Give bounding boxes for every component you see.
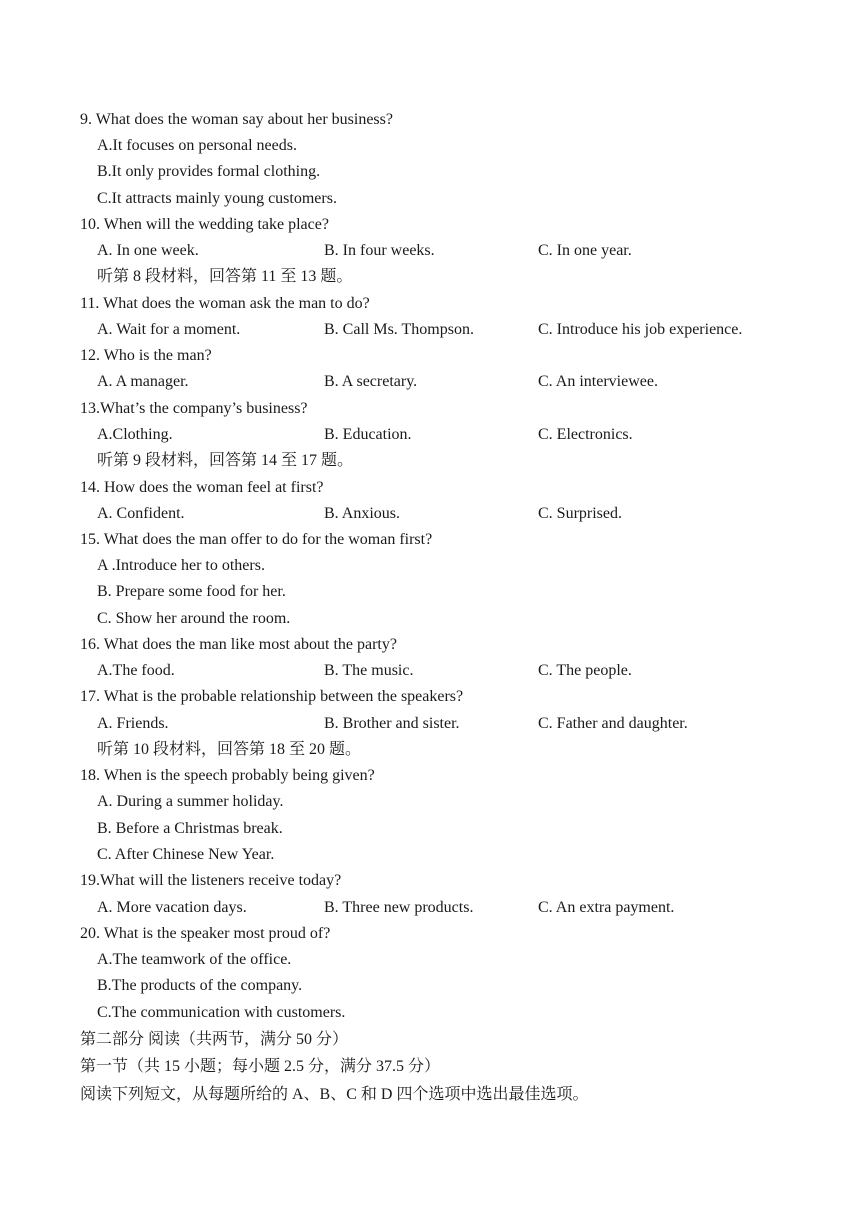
q13-option-b: B. Education.	[324, 426, 412, 443]
q16-option-b: B. The music.	[324, 662, 414, 679]
q9-option-c: C.It attracts mainly young customers.	[97, 190, 337, 207]
section-note-8: 听第 8 段材料，回答第 11 至 13 题。	[97, 268, 353, 285]
q20-option-c: C.The communication with customers.	[97, 1004, 346, 1021]
q18-option-a: A. During a summer holiday.	[97, 793, 284, 810]
q15-option-a: A .Introduce her to others.	[97, 557, 265, 574]
question-9: 9. What does the woman say about her business?	[80, 111, 393, 128]
q9-option-b: B.It only provides formal clothing.	[97, 163, 321, 180]
q20-option-a: A.The teamwork of the office.	[97, 951, 292, 968]
question-11: 11. What does the woman ask the man to do?	[80, 295, 370, 312]
q15-option-b: B. Prepare some food for her.	[97, 583, 286, 600]
question-10: 10. When will the wedding take place?	[80, 216, 329, 233]
q10-option-c: C. In one year.	[538, 242, 632, 259]
q14-option-a: A. Confident.	[97, 505, 185, 522]
reading-instruction: 阅读下列短文，从每题所给的 A、B、C 和 D 四个选项中选出最佳选项。	[80, 1086, 589, 1103]
q15-option-c: C. Show her around the room.	[97, 610, 291, 627]
q20-option-b: B.The products of the company.	[97, 977, 303, 994]
question-17: 17. What is the probable relationship between the speakers?	[80, 688, 464, 705]
q13-option-a: A.Clothing.	[97, 426, 173, 443]
question-20: 20. What is the speaker most proud of?	[80, 925, 331, 942]
q9-option-a: A.It focuses on personal needs.	[97, 137, 297, 154]
q14-option-c: C. Surprised.	[538, 505, 622, 522]
q19-option-b: B. Three new products.	[324, 899, 474, 916]
question-19: 19.What will the listeners receive today?	[80, 872, 342, 889]
q17-option-b: B. Brother and sister.	[324, 715, 460, 732]
q10-option-a: A. In one week.	[97, 242, 199, 259]
part-two-heading: 第二部分 阅读（共两节，满分 50 分）	[80, 1031, 349, 1048]
q10-option-b: B. In four weeks.	[324, 242, 435, 259]
q19-option-c: C. An extra payment.	[538, 899, 675, 916]
q16-option-a: A.The food.	[97, 662, 175, 679]
question-18: 18. When is the speech probably being given?	[80, 767, 375, 784]
q11-option-a: A. Wait for a moment.	[97, 321, 241, 338]
section-note-10: 听第 10 段材料，回答第 18 至 20 题。	[97, 741, 362, 758]
q16-option-c: C. The people.	[538, 662, 632, 679]
q12-option-c: C. An interviewee.	[538, 373, 658, 390]
q12-option-b: B. A secretary.	[324, 373, 418, 390]
q12-option-a: A. A manager.	[97, 373, 189, 390]
q18-option-b: B. Before a Christmas break.	[97, 820, 283, 837]
q11-option-b: B. Call Ms. Thompson.	[324, 321, 474, 338]
q18-option-c: C. After Chinese New Year.	[97, 846, 275, 863]
question-13: 13.What’s the company’s business?	[80, 400, 308, 417]
question-15: 15. What does the man offer to do for the woman first?	[80, 531, 433, 548]
q17-option-c: C. Father and daughter.	[538, 715, 688, 732]
q19-option-a: A. More vacation days.	[97, 899, 247, 916]
question-14: 14. How does the woman feel at first?	[80, 479, 324, 496]
q13-option-c: C. Electronics.	[538, 426, 633, 443]
section-note-9: 听第 9 段材料，回答第 14 至 17 题。	[97, 452, 354, 469]
q11-option-c: C. Introduce his job experience.	[538, 321, 743, 338]
question-16: 16. What does the man like most about the party?	[80, 636, 397, 653]
q17-option-a: A. Friends.	[97, 715, 169, 732]
section-one-heading: 第一节（共 15 小题；每小题 2.5 分，满分 37.5 分）	[80, 1058, 441, 1075]
question-12: 12. Who is the man?	[80, 347, 212, 364]
q14-option-b: B. Anxious.	[324, 505, 401, 522]
